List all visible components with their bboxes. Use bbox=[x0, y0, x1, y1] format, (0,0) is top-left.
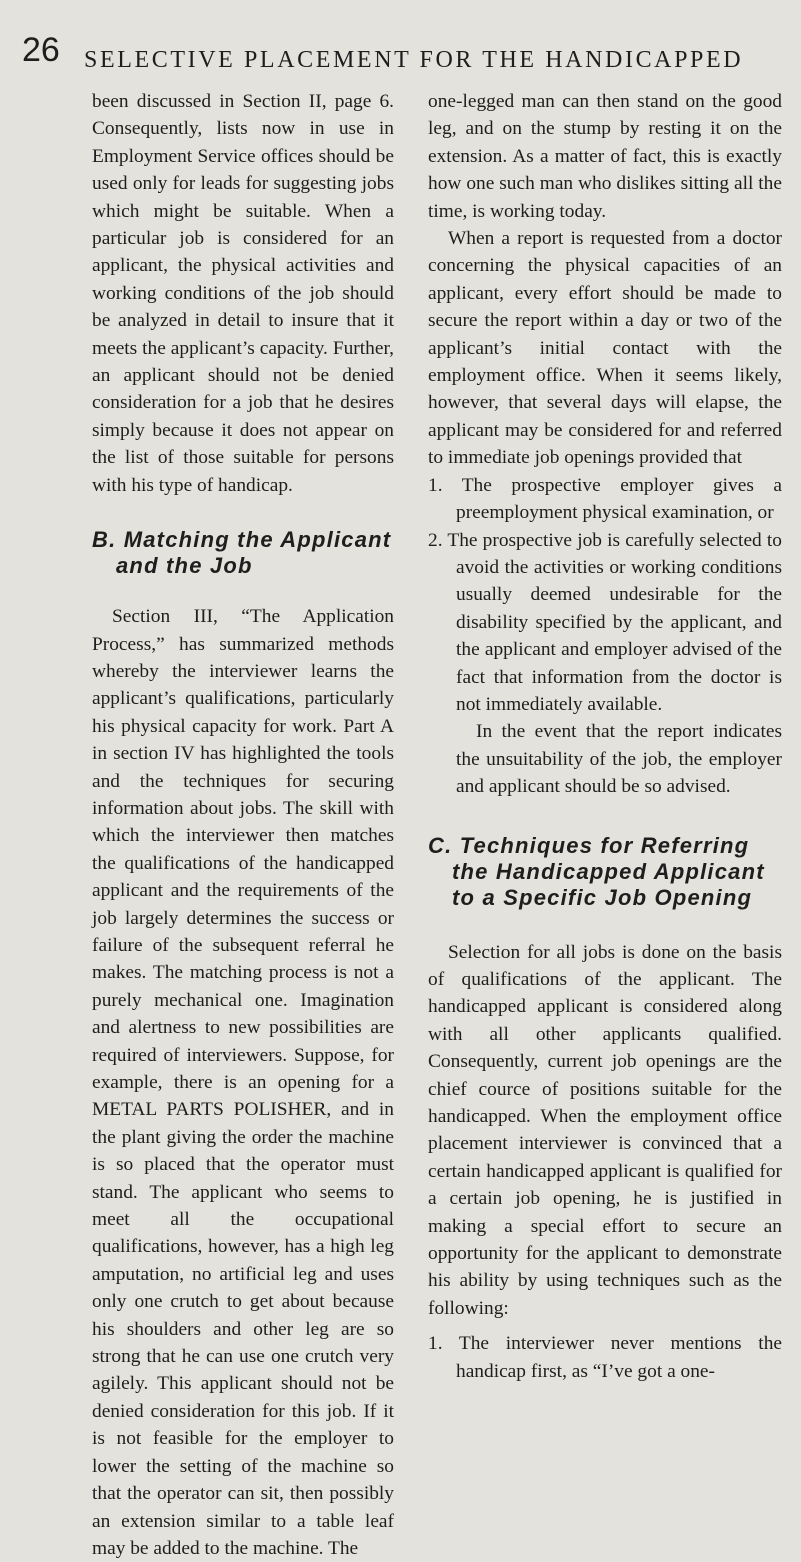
section-heading-b: B. Matching the Applicant and the Job bbox=[92, 527, 392, 579]
right-paragraph-2: When a report is requested from a doctor concerning the physical capacities of an applicant, every effort should be made to secure the report within a day or two of the applicant’s initial contact with the employment office. When it seems likely, however, that several days will elapse, the applicant may be considered for and referred to immediate job openings provided that bbox=[428, 228, 782, 469]
page-header bbox=[0, 24, 801, 80]
section-heading-c: C. Techniques for Referring the Handicapped Applicant to a Specific Job Opening bbox=[428, 832, 765, 910]
list-item-1: 1. The prospective employer gives a preemployment physical examination, or bbox=[428, 474, 782, 524]
list-item-3: 1. The interviewer never mentions the handicap first, as “I’ve got a one- bbox=[428, 1333, 782, 1382]
page-number: 26 bbox=[22, 31, 60, 69]
left-column bbox=[92, 88, 394, 1562]
left-paragraph-2: Section III, “The Application Process,” has summarized methods whereby the interviewer learns the applicant’s qualifications, particularly his physical capacity for work. Part A in section IV has highlighted the tools and the techniques for securing information about jobs. The skill with which the interviewer then matches the qualifications of the handicapped applicant and the requirements of the job largely determines the success or failure of the subsequent referral he makes. The matching process is not a purely mechanical one. Imagination and alertness to new possibilities are required of interviewers. Suppose, for example, there is an opening for a METAL PARTS POLISHER, and in the plant giving the order the machine is so placed that the operator must stand. The applicant who seems to meet all the occupational qualifications, however, has a high leg amputation, no artificial leg and uses only one crutch to get about because his shoulders and other leg are so strong that he can use one crutch very agilely. This applicant should not be denied consideration for this job. If it is not feasible for the employer to lower the setting of the machine so that the operator can sit, then possibly an extension similar to a table leaf may be added to the machine. The bbox=[92, 606, 394, 1559]
right-paragraph-1: one-legged man can then stand on the good leg, and on the stump by resting it on the extension. As a matter of fact, this is exactly how one such man who dislikes sitting all the time, is working today. bbox=[428, 91, 782, 222]
right-paragraph-3: Selection for all jobs is done on the basis of qualifications of the applicant. The handicapped applicant is considered along with all other applicants qualified. Consequently, current job openings are the chief cource of positions suitable for the handicapped. When the employment office placement interviewer is convinced that a certain handicapped applicant is qualified for a certain job opening, he is justified in making a special effort to secure an opportunity for the applicant to demonstrate his ability by using techniques such as the following: bbox=[428, 941, 782, 1319]
running-head: SELECTIVE PLACEMENT FOR THE HANDICAPPED bbox=[84, 47, 744, 73]
left-paragraph-1: been discussed in Section II, page 6. Consequently, lists now in use in Employment Service offices should be used only for leads for suggesting jobs which might be suitable. When a particular job is considered for an applicant, the physical activities and working conditions of the job should be analyzed in detail to insure that it meets the applicant’s capacity. Further, an applicant should not be denied consideration for a job that he desires simply because it does not appear on the list of those suitable for persons with his type of handicap. bbox=[92, 91, 394, 496]
list-item-2: 2. The prospective job is carefully selected to avoid the activities or working conditions usually deemed undesirable for the disability specified by the applicant, and the applicant and employer advised of the fact that information from the doctor is not immediately available. bbox=[428, 529, 782, 715]
right-column bbox=[428, 88, 782, 1385]
list-followup-paragraph: In the event that the report indicates the unsuitability of the job, the employer and applicant should be so advised. bbox=[456, 721, 782, 798]
